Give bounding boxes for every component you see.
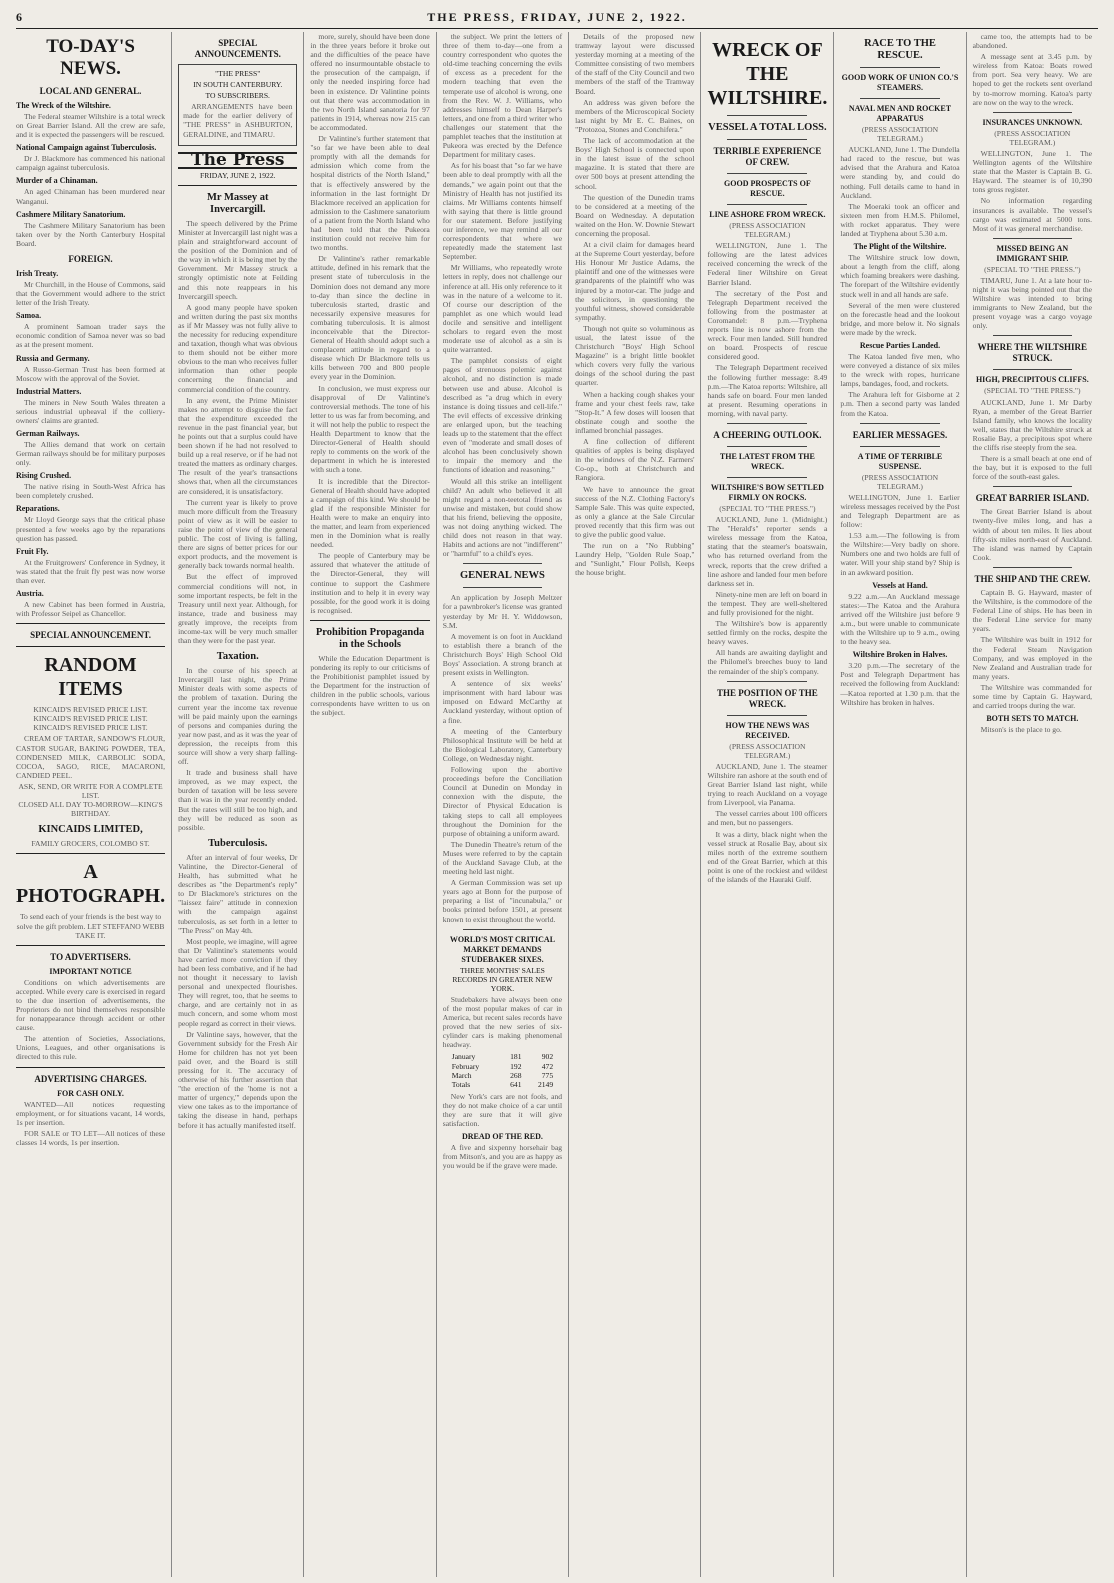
foreign-item: Industrial Matters. xyxy=(16,386,82,396)
suspense-heading: A TIME OF TERRIBLE SUSPENSE. xyxy=(857,451,943,471)
plight-heading: The Plight of the Wiltshire. xyxy=(853,242,947,252)
immigrant-ship-heading: MISSED BEING AN IMMIGRANT SHIP. xyxy=(996,243,1069,263)
sales-value: 181 xyxy=(510,1052,522,1062)
naval-men-heading: NAVAL MEN AND ROCKET APPARATUS xyxy=(848,104,952,123)
latest-wreck-heading: THE LATEST FROM THE WRECK. xyxy=(719,451,815,471)
editorial-headline: Mr Massey at Invercargill. xyxy=(206,191,269,215)
column-6: WRECK OF THE WILTSHIRE. VESSEL A TOTAL LOSS. TERRIBLE EXPERIENCE OF CREW. GOOD PROSPECTS OF RESCUE. LINE ASHORE FROM WRECK. (PRESS ASSOCIATION TELEGRAM.) WELLINGTON, June 1. The following are the latest advices received concerning the wreck of the Federal liner Wiltshire on Great Barrier Island. The secretary of the Post and Telegraph Department received the following from the postmaster at Coromandel: 8 p.m.—Tryphena reports line is now ashore from the wreck. Four men landed. Still hundred on board. Prospects of rescue considered good. The Telegraph Department received the following further message: 8.49 p.m.—The Katoa reports: Wiltshire, all hands safe on board. Four men landed at present. Resuming operations in morning, with naval party. A CHEERING OUTLOOK. THE LATEST FROM THE WRECK. WILTSHIRE'S BOW SETTLED FIRMLY ON ROCKS. (SPECIAL TO "THE PRESS.") AUCKLAND, June 1. (Midnight.) The "Herald's" reporter sends a wireless message from the Katoa, stating that the steamer's boatswain, who has returned overland from the wreck, reports that the crew drifted a line ashore and landed four men before darkness set in. Ninety-nine men are left on board in the tempest. They are well-sheltered and fully provisioned for the night. The Wiltshire's bow is apparently settled firmly on the rocks, despite the heavy waves. All hands are awaiting daylight and the Philomel's breeches buoy to land the remainder of the ship's company. THE POSITION OF THE WRECK. HOW THE NEWS WAS RECEIVED. (PRESS ASSOCIATION TELEGRAM.) AUCKLAND, June 1. The steamer Wiltshire ran ashore at the south end of Great Barrier Island last night, while trying to reach Auckland on a voyage from Liverpool, via Panama. The vessel carries about 100 officers and men, but no passengers. It was a dirty, black night when the vessel struck at Rosalie Bay, about six miles north of the extreme southern end of the Great Barrier, which at this point is one of the rockiest and wildest of the islands of the Hauraki Gulf. xyxy=(701,32,834,1577)
tuberculosis-heading: Tuberculosis. xyxy=(208,837,268,849)
important-notice-heading: IMPORTANT NOTICE xyxy=(49,966,132,976)
column-7: RACE TO THE RESCUE. GOOD WORK OF UNION CO.'S STEAMERS. NAVAL MEN AND ROCKET APPARATUS (PRESS ASSOCIATION TELEGRAM.) AUCKLAND, June 1. The Dundella had raced to the rescue, but was advised that the Arahura and Katoa were standing by, and could do nothing. Full details came to hand in Auckland. The Moeraki took an officer and sixteen men from H.M.S. Philomel, with rocket apparatus. They were landed at Tryphena about 5.30 a.m. The Plight of the Wiltshire. The Wiltshire struck low down, about a length from the cliff, along which foaming breakers were dashing. The forepart of the Wiltshire evidently stuck well in and all hands are safe. Several of the men were clustered on the forecastle head and the lookout bridge, and more below it. No signals were made by the wreck. Rescue Parties Landed. The Katoa landed five men, who were conveyed a distance of six miles to the wreck with ropes, hurricane lamps, bandages, food, and rockets. The Arahura left for Gisborne at 2 p.m. Then a second party was landed from the Katoa. EARLIER MESSAGES. A TIME OF TERRIBLE SUSPENSE. (PRESS ASSOCIATION TELEGRAM.) WELLINGTON, June 1. Earlier wireless messages received by the Post and Telegraph Department are as follow: 1.53 a.m.—The following is from the Wiltshire:—Very badly on shore. Numbers one and two holds are full of water. Will your ship stand by? Ship is in an awkward position. Vessels at Hand. 9.22 a.m.—An Auckland message states:—The Katoa and the Arahura arrived off the Wiltshire just before 9 a.m., but were unable to communicate with the Wiltshire up to 9 a.m., owing to the heavy sea. Wiltshire Broken in Halves. 3.20 p.m.—The secretary of the Post and Telegraph Department has received the following from Auckland:—Katoa reported at 1.30 p.m. that the Wiltshire has broken in halves. xyxy=(834,32,966,1577)
sales-value: 641 xyxy=(510,1079,522,1089)
great-barrier-heading: GREAT BARRIER ISLAND. xyxy=(975,493,1090,504)
table-row xyxy=(449,1080,556,1089)
foreign-item: Rising Crushed. xyxy=(16,471,72,481)
foreign-item: Samoa. xyxy=(16,311,42,321)
sales-value: 268 xyxy=(510,1070,522,1080)
sales-month: January xyxy=(451,1052,476,1062)
to-advertisers-heading: TO ADVERTISERS. xyxy=(50,951,131,962)
newspaper-columns xyxy=(16,32,1098,1577)
sales-month: February xyxy=(451,1061,480,1071)
sales-value: 2149 xyxy=(537,1079,554,1089)
total-loss-heading: VESSEL A TOTAL LOSS. xyxy=(708,122,827,133)
sales-table xyxy=(449,1052,556,1088)
local-general-heading: LOCAL AND GENERAL. xyxy=(39,86,142,96)
table-row xyxy=(449,1062,556,1071)
ship-crew-heading: THE SHIP AND THE CREW. xyxy=(974,573,1091,584)
random-items-heading: RANDOM ITEMS xyxy=(44,654,137,701)
column-3: more, surely, should have been done in the three years before it broke out and the difficulties of the peace have offered no insurmountable obstacle to the prosecution of the campaign, if only the needed inspiring force had been in existence. Dr Valintine points out that there was accommodation in the two North Island sanatoria for 97 patients in 1914, whereas now 215 can be accommodated. Dr Valintine's further statement that "so far we have been able to deal promptly with all the demands for admission which come from the hospital districts of the North Island," that is effectively answered by the information in the last fortnight Dr Blackmore received an application for admission to the Cashmere sanatorium of a patient from the North Island who had been told that the Pukeora institution could not receive him for two months. Dr Valintine's rather remarkable attitude, defined in his remark that the present state of tuberculosis in the Dominion does not demand any more to-day than since the decline in tuberculosis started, drastic and necessarily expensive measures for combating tuberculosis. It is almost inconceivable that the Director-General of Health should adopt such a complacent attitude in regard to a disease which Dr Blackmore tells us kills between 700 and 800 people every year in the Dominion. In conclusion, we must express our disapproval of Dr Valintine's controversial methods. The tone of his letter to us was far from becoming, and it will not help the public to respect the Health Department to know that the Director-General of Health should reply to comments on the work of the department in which he is interested with such a tone. It is incredible that the Director-General of Health should have adopted a campaign of this kind. We should be glad if the responsible Minister for Health were to make an enquiry into the matter, and learn from experienced men in the Dominion what is really needed. The people of Canterbury may be assured that whatever the attitude of the Director-General, they will continue to support the Cashmere institution and to help it in every way possible, for the good work it is doing is recognised. Prohibition Propaganda in the Schools While the Education Department is pondering its reply to our criticisms of the Prohibitionist pamphlet issued by the Department for the instruction of children in the public schools, various correspondents have written to us on the subject. xyxy=(304,32,436,1577)
news-item: Cashmere Military Sanatorium. xyxy=(16,209,126,219)
foreign-item: Irish Treaty. xyxy=(16,268,59,278)
taxation-heading: Taxation. xyxy=(216,651,259,663)
sales-month: Totals xyxy=(451,1079,471,1089)
column-4: the subject. We print the letters of three of them to-day—one from a country correspondent who quotes the old-time teaching concerning the evils of excess as a precedent for the modern teaching that even the temperate use of alcohol is wrong, one from the Rev. W. J. Williams, who addresses himself to Dean Harper's letters, and one from a third writer who challenges our statement that the pamphlet teaches that the institution at Pukeora was erected by the Defence Department for military cases. As for his boast that "so far we have been able to deal promptly with all the demands," we again point out that the Ministry of Health has not justified its claims. Mr Williams contents himself with saying that there is little ground for our statement. Before justifying our inference, we may remind all our correspondents that where we repeatedly made the statement last September. Mr Williams, who repeatedly wrote letters in reply, does not challenge our inference at all. His only reference to it was in the nature of a welcome to it. Of course our description of the pamphlet as one which would lead docile and sensitive and intelligent scholars to regard even the most moderate use of alcohol as a sin is quite warranted. The pamphlet consists of eight pages of strenuous polemic against alcohol, and no distinction is made between use and abuse. Alcohol is described as "a drug which in every instance is doing tissues and cell-life." The evil effects of excessive drinking are enlarged upon, but the teaching leads up to the statement that the effect even of "moderate and small doses of alcohol has been conclusively shown to impair the memory and the functions of ideation and reasoning." Would all this strike an intelligent child? An adult who believed it all might regard a non-teetotal friend as unwise and mistaken, but could show that his friend, believing the opposite, was not doing anything wicked. The child does not reason in that way. Habits and actions are not "indifferent" or "harmful" to a child's eyes. GENERAL NEWS An application by Joseph Meltzer for a pawnbroker's license was granted yesterday by Mr H. Y. Widdowson, S.M. A movement is on foot in Auckland to establish there a branch of the Christchurch Boys' High School Old Boys' Association. A strong branch at present exists in Wellington. A sentence of six weeks' imprisonment with hard labour was imposed on Edward McCarthy at Auckland yesterday, without option of a fine. A meeting of the Canterbury Philosophical Institute will be held at the Biological Laboratory, Canterbury College, on Wednesday night. Following upon the abortive proceedings before the Conciliation Council at Dunedin on Monday in connexion with the dispute, the Director of Physical Education is taking steps to call all employees throughout the Dominion for the purpose of obtaining a uniform award. The Dunedin Theatre's return of the Muses were referred to by the captain of the Auckland Savage Club, at the meeting held last night. A German Commission was set up years ago at Bonn for the purpose of preparing a list of "incunabula," or books printed before 1501, at present known to exist throughout the world. WORLD'S MOST CRITICAL MARKET DEMANDS STUDEBAKER SIXES. THREE MONTHS' SALES RECORDS IN GREATER NEW YORK. Studebakers have always been one of the most popular makes of car in America, but recent sales records have proved that the new series of six-cylinder cars is making phenomenal headway. January 181 902 February 192 472 March 268 775 Totals 641 2149 New York's cars are not fools, and they do not make choice of a car until they are sure that it will give satisfaction. DREAD OF THE RED. A five and sixpenny horsehair bag from Mitson's, and you are as happy as you would be if the grave were made. xyxy=(437,32,569,1577)
news-received-heading: HOW THE NEWS WAS RECEIVED. xyxy=(725,720,810,740)
masthead xyxy=(16,6,1098,29)
foreign-item: Austria. xyxy=(16,589,44,598)
dread-heading: DREAD OF THE RED. xyxy=(461,1132,543,1142)
both-sets-heading: BOTH SETS TO MATCH. xyxy=(986,714,1079,724)
prohibition-heading: Prohibition Propaganda in the Schools xyxy=(315,626,425,650)
union-steamers-heading: GOOD WORK OF UNION CO.'S STEAMERS. xyxy=(841,73,959,92)
cash-only-heading: FOR CASH ONLY. xyxy=(57,1088,124,1098)
cliffs-heading: HIGH, PRECIPITOUS CLIFFS. xyxy=(975,375,1089,385)
bow-settled-heading: WILTSHIRE'S BOW SETTLED FIRMLY ON ROCKS. xyxy=(710,482,824,502)
kincaids-heading: KINCAIDS LIMITED, xyxy=(38,824,143,836)
editorial-date: FRIDAY, JUNE 2, 1922. xyxy=(199,170,276,180)
column-5: Details of the proposed new tramway layout were discussed yesterday morning at a meeting of the Committee consisting of two members of the staff of the City Council and two members of the staff of the Tramway Board. An address was given before the members of the Microscopical Society last night by Mr E. C. Baines, on "Protozoa, Stones and Conchifera." The lack of accommodation at the Boys' High School is connected upon in the latest issue of the school magazine. It is stated that there are over 500 boys at present attending the school. The question of the Dunedin trams to be considered at a meeting of the Board on Wednesday. A deputation waited on the Hon. W. Downie Stewart concerning the proposal. At a civil claim for damages heard at the Supreme Court yesterday, before His Honour Mr Justice Adams, the plaintiff and one of the witnesses were grandparents of the plaintiff who was injured by a motor-car. The judge and the solicitors, in questioning the youthful witness, showed considerable sympathy. Though not quite so voluminous as usual, the latest issue of the Christchurch "Boys' High School Magazine" is a bright little booklet which covers very fully the various doings of the school during the past quarter. When a hacking cough shakes your frame and your chest feels raw, take "Stop-It." A few doses will loosen that obstinate cough and soothe the inflamed bronchial passages. A fine collection of different qualities of apples is being displayed in the windows of the N.Z. Farmers' Co-op., both at Christchurch and Rangiora. We have to announce the great success of the N.Z. Clothing Factory's Sample Sale. This was quite expected, as only a glance at the Sale Circular proved recently that this firm was out to give the public good value. The run on a "No Rubbing" Laundry Help, "Golden Rule Soap," and "Sunlight," Flour Pollsh, Keeps the house bright. xyxy=(569,32,701,1577)
general-news-heading: GENERAL NEWS xyxy=(459,570,545,582)
foreign-heading: FOREIGN. xyxy=(68,253,113,264)
special-announcement-heading: SPECIAL ANNOUNCEMENT. xyxy=(30,630,151,641)
column-1: TO-DAY'S NEWS. LOCAL AND GENERAL. The Wreck of the Wiltshire. The Federal steamer Wiltshire is a total wreck on Great Barrier Island. All the crew are safe, and it is expected the passengers will be rescued. National Campaign against Tuberculosis. Dr J. Blackmore has commenced his national campaign against tuberculosis. Murder of a Chinaman. An aged Chinaman has been murdered near Wanganui. Cashmere Military Sanatorium. The Cashmere Military Sanatorium has been taken over by the North Canterbury Hospital Board. FOREIGN. Irish Treaty. Mr Churchill, in the House of Commons, said that the Government would adhere to the strict letter of the Irish Treaty. Samoa. A prominent Samoan trader says the economic condition of Samoa never was so bad as at the present moment. Russia and Germany. A Russo-German Trust has been formed at Moscow with the approval of the Soviet. Industrial Matters. The miners in New South Wales threaten a serious industrial upheaval if the colliery-owners' claims are granted. German Railways. The Allies demand that work on certain German railways should be for military purposes only. Rising Crushed. The native rising in South-West Africa has been completely crushed. Reparations. Mr Lloyd George says that the critical phase presented a few weeks ago by the reparations question has passed. Fruit Fly. At the Fruitgrowers' Conference in Sydney, it was stated that the fruit fly pest was now worse than ever. Austria. A new Cabinet has been formed in Austria, with Professor Seipel as Chancellor. SPECIAL ANNOUNCEMENT. RANDOM ITEMS KINCAID'S REVISED PRICE LIST. KINCAID'S REVISED PRICE LIST. KINCAID'S REVISED PRICE LIST. CREAM OF TARTAR, SANDOW'S FLOUR, CASTOR SUGAR, BAKING POWDER, TEA, CONDENSED MILK, CARBOLIC SODA, COCOA, SAGO, RICE, MACARONI, CANDIED PEEL. ASK, SEND, OR WRITE FOR A COMPLETE LIST. CLOSED ALL DAY TO-MORROW—KING'S BIRTHDAY. KINCAIDS LIMITED, FAMILY GROCERS, COLOMBO ST. A PHOTOGRAPH. To send each of your friends is the best way to solve the gift problem. LET STEFFANO WEBB TAKE IT. TO ADVERTISERS. IMPORTANT NOTICE Conditions on which advertisements are accepted. While every care is exercised in regard to the due insertion of advertisements, the Proprietors do not bind themselves responsible for nonappearance through accident or other cause. The attention of Societies, Associations, Unions, Leagues, and other organisations is directed to this rule. ADVERTISING CHARGES. FOR CASH ONLY. WANTED—All notices requesting employment, or for situations vacant, 14 words, 1s per insertion. FOR SALE or TO LET—All notices of these classes 14 words, 1s per insertion. xyxy=(16,32,172,1577)
foreign-item: Reparations. xyxy=(16,504,60,514)
special-announcements-heading: SPECIAL ANNOUNCEMENTS. xyxy=(194,38,281,59)
race-rescue-heading: RACE TO THE RESCUE. xyxy=(864,38,936,61)
insurances-heading: INSURANCES UNKNOWN. xyxy=(982,117,1083,127)
column-8: came too, the attempts had to be abandoned. A message sent at 3.45 p.m. by wireless from Katoa: Boats rowed from port. Sea very heavy. We are hoped to get the rockets sent overland by to-morrow morning. Katoa's party are now on the way to the wreck. INSURANCES UNKNOWN. (PRESS ASSOCIATION TELEGRAM.) WELLINGTON, June 1. The Wellington agents of the Wiltshire state that the Master is Captain B. G. Hayward. The steamer is of 10,390 tons gross register. No information regarding insurances is available. The vessel's cargo was estimated at 5000 tons. Most of it was general merchandise. MISSED BEING AN IMMIGRANT SHIP. (SPECIAL TO "THE PRESS.") TIMARU, June 1. At a late hour to-night it was being pointed out that the Wiltshire was intended to bring immigrants to New Zealand, but the present voyage was a cargo voyage only. WHERE THE WILTSHIRE STRUCK. HIGH, PRECIPITOUS CLIFFS. (SPECIAL TO "THE PRESS.") AUCKLAND, June 1. Mr Darby Ryan, a member of the Great Barrier Island family, who knows the locality well, states that the Wiltshire struck at Rosalie Bay, a precipitous spot where the cliffs rise steeply from the sea. There is a small beach at one end of the bay, but it is exposed to the full force of the south-east gales. GREAT BARRIER ISLAND. The Great Barrier Island is about twenty-five miles long, and has a width of about ten miles. It lies about fifty-six miles north-east of Auckland. The island was named by Captain Cook. THE SHIP AND THE CREW. Captain B. G. Hayward, master of the Wiltshire, is the commodore of the Federal Line of ships. He has been in the Federal Line service for many years. The Wiltshire was built in 1912 for the Federal Steam Navigation Company, and was employed in the New Zealand and Australian trade for many years. The Wiltshire was commanded for some time by Captain G. Hayward, and carried troops during the war. BOTH SETS TO MATCH. Mitson's is the place to go. xyxy=(972,32,1093,735)
subscribers-line: TO SUBSCRIBERS. xyxy=(205,91,270,101)
canterbury-line: IN SOUTH CANTERBURY. xyxy=(193,80,283,90)
broken-halves-heading: Wiltshire Broken in Halves. xyxy=(852,650,948,660)
table-row xyxy=(449,1052,556,1061)
sales-value: 472 xyxy=(541,1061,554,1071)
good-prospects-heading: GOOD PROSPECTS OF RESCUE. xyxy=(724,179,811,198)
wreck-headline: WRECK OF THE WILTSHIRE. xyxy=(707,39,828,109)
advertising-charges-heading: ADVERTISING CHARGES. xyxy=(34,1073,147,1084)
studebaker-heading: WORLD'S MOST CRITICAL MARKET DEMANDS STUDEBAKER SIXES. xyxy=(449,934,556,964)
sales-month: March xyxy=(451,1070,472,1080)
foreign-item: Russia and Germany. xyxy=(16,353,90,363)
photograph-heading: A PHOTOGRAPH. xyxy=(16,861,166,908)
sales-value: 775 xyxy=(541,1070,554,1080)
cheering-outlook-heading: A CHEERING OUTLOOK. xyxy=(713,429,822,440)
sales-value: 902 xyxy=(541,1052,554,1062)
page-number: 6 xyxy=(16,9,22,24)
todays-news-heading: TO-DAY'S NEWS. xyxy=(46,36,135,79)
news-item: Murder of a Chinaman. xyxy=(16,176,98,186)
earlier-messages-heading: EARLIER MESSAGES. xyxy=(852,429,948,440)
sales-value: 192 xyxy=(510,1061,522,1071)
press-line: "THE PRESS" xyxy=(215,69,261,78)
where-struck-heading: WHERE THE WILTSHIRE STRUCK. xyxy=(977,342,1088,364)
news-item: National Campaign against Tuberculosis. xyxy=(16,143,157,153)
position-wreck-heading: THE POSITION OF THE WRECK. xyxy=(717,687,818,709)
press-notice-box: "THE PRESS" IN SOUTH CANTERBURY. TO SUBSCRIBERS. ARRANGEMENTS have been made for the earlier delivery of "THE PRESS" in ASHBURTON, GERALDINE, and TIMARU. xyxy=(178,64,297,146)
vessels-heading: Vessels at Hand. xyxy=(872,580,928,590)
press-logo: The Press xyxy=(178,152,297,169)
table-row xyxy=(449,1071,556,1080)
foreign-item: Fruit Fly. xyxy=(16,546,49,556)
line-ashore-heading: LINE ASHORE FROM WRECK. xyxy=(709,210,826,219)
masthead-title: THE PRESS, FRIDAY, JUNE 2, 1922. xyxy=(427,9,687,24)
news-item: The Wreck of the Wiltshire. xyxy=(16,101,111,110)
rescue-parties-heading: Rescue Parties Landed. xyxy=(859,340,941,350)
sales-subheading: THREE MONTHS' SALES RECORDS IN GREATER NEW YORK. xyxy=(452,965,553,993)
column-2: SPECIAL ANNOUNCEMENTS. "THE PRESS" IN SOUTH CANTERBURY. TO SUBSCRIBERS. ARRANGEMENTS have been made for the earlier delivery of "THE PRESS" in ASHBURTON, GERALDINE, and TIMARU. The Press FRIDAY, JUNE 2, 1922. Mr Massey at Invercargill. The speech delivered by the Prime Minister at Invercargill last night was a plain and straightforward account of the position of the Dominion and of the way in which it is being met by the Government. Mr Massey struck a strongly optimistic note at Feilding and this note reappears in his Invercargill speech. A good many people have spoken and written during the past six months as if Mr Massey was not fully alive to the necessity for reducing expenditure and taxation, though what was obvious to them should not be either more obvious to the man who receives fuller information than other people concerning the financial and commercial condition of the country. In any event, the Prime Minister makes no attempt to disguise the fact that the expenditure exceeded the revenue in the past financial year, but he points out that a surplus could have been shown if he had not resolved to build up a real reserve, or if he had not treated the matters as ordinary charges. The result of the year's transactions shows that, when all the circumstances are considered, it is unsatisfactory. The current year is likely to prove much more difficult from the Treasury point of view as it will be easier to raise the point of view of the general public. The cost of living is falling, there are signs of better prices for our export products, and the movement is generally back towards normal health. But the effect of improved commercial conditions will not, in some important respects, be felt in the Treasury until next year. Although, for instance, trade and business may greatly improve, the receipts from income-tax will be very much smaller than they were for the past year. Taxation. In the course of his speech at Invercargill last night, the Prime Minister deals with some aspects of the problem of taxation. During the current year the income tax revenue will be paid mainly upon the earnings of persons and companies during the year now past, and as it was the year of depression, the receipts from this source will show a very sharp falling-off. It trade and business shall have improved, as we may expect, the burden of taxation will be less severe than it was in the year recently ended. But the rates will still be too high, and they will be reduced as soon as possible. Tuberculosis. After an interval of four weeks, Dr Valintine, the Director-General of Health, has submitted what he describes as "the Department's reply" to Dr Blackmore's strictures on the "laissez faire" attitude in connexion with the campaign against tuberculosis, as set forth in a letter to "The Press" on May 4th. Most people, we imagine, will agree that Dr Valintine's statements would have carried more conviction if they had been less combative, and if he had not thought it necessary to lavish personal and unexpected flourishes. They will regret, too, that he seems to charge, and are certainly not in as much concern, and some whom most people regard as correct in their views. Dr Valintine says, however, that the Government subsidy for the Fresh Air Home for children has not yet been paid over, and the Board is still pressing for it. The accuracy of otherwise of his further assertion that "the erection of the 'home is not a matter of urgency,'" depends upon the view one takes as to the importance of taking the disease in hand, perhaps before it has actually manifested itself. xyxy=(172,32,304,1577)
foreign-item: German Railways. xyxy=(16,428,80,438)
terrible-experience-heading: TERRIBLE EXPERIENCE OF CREW. xyxy=(713,146,822,167)
